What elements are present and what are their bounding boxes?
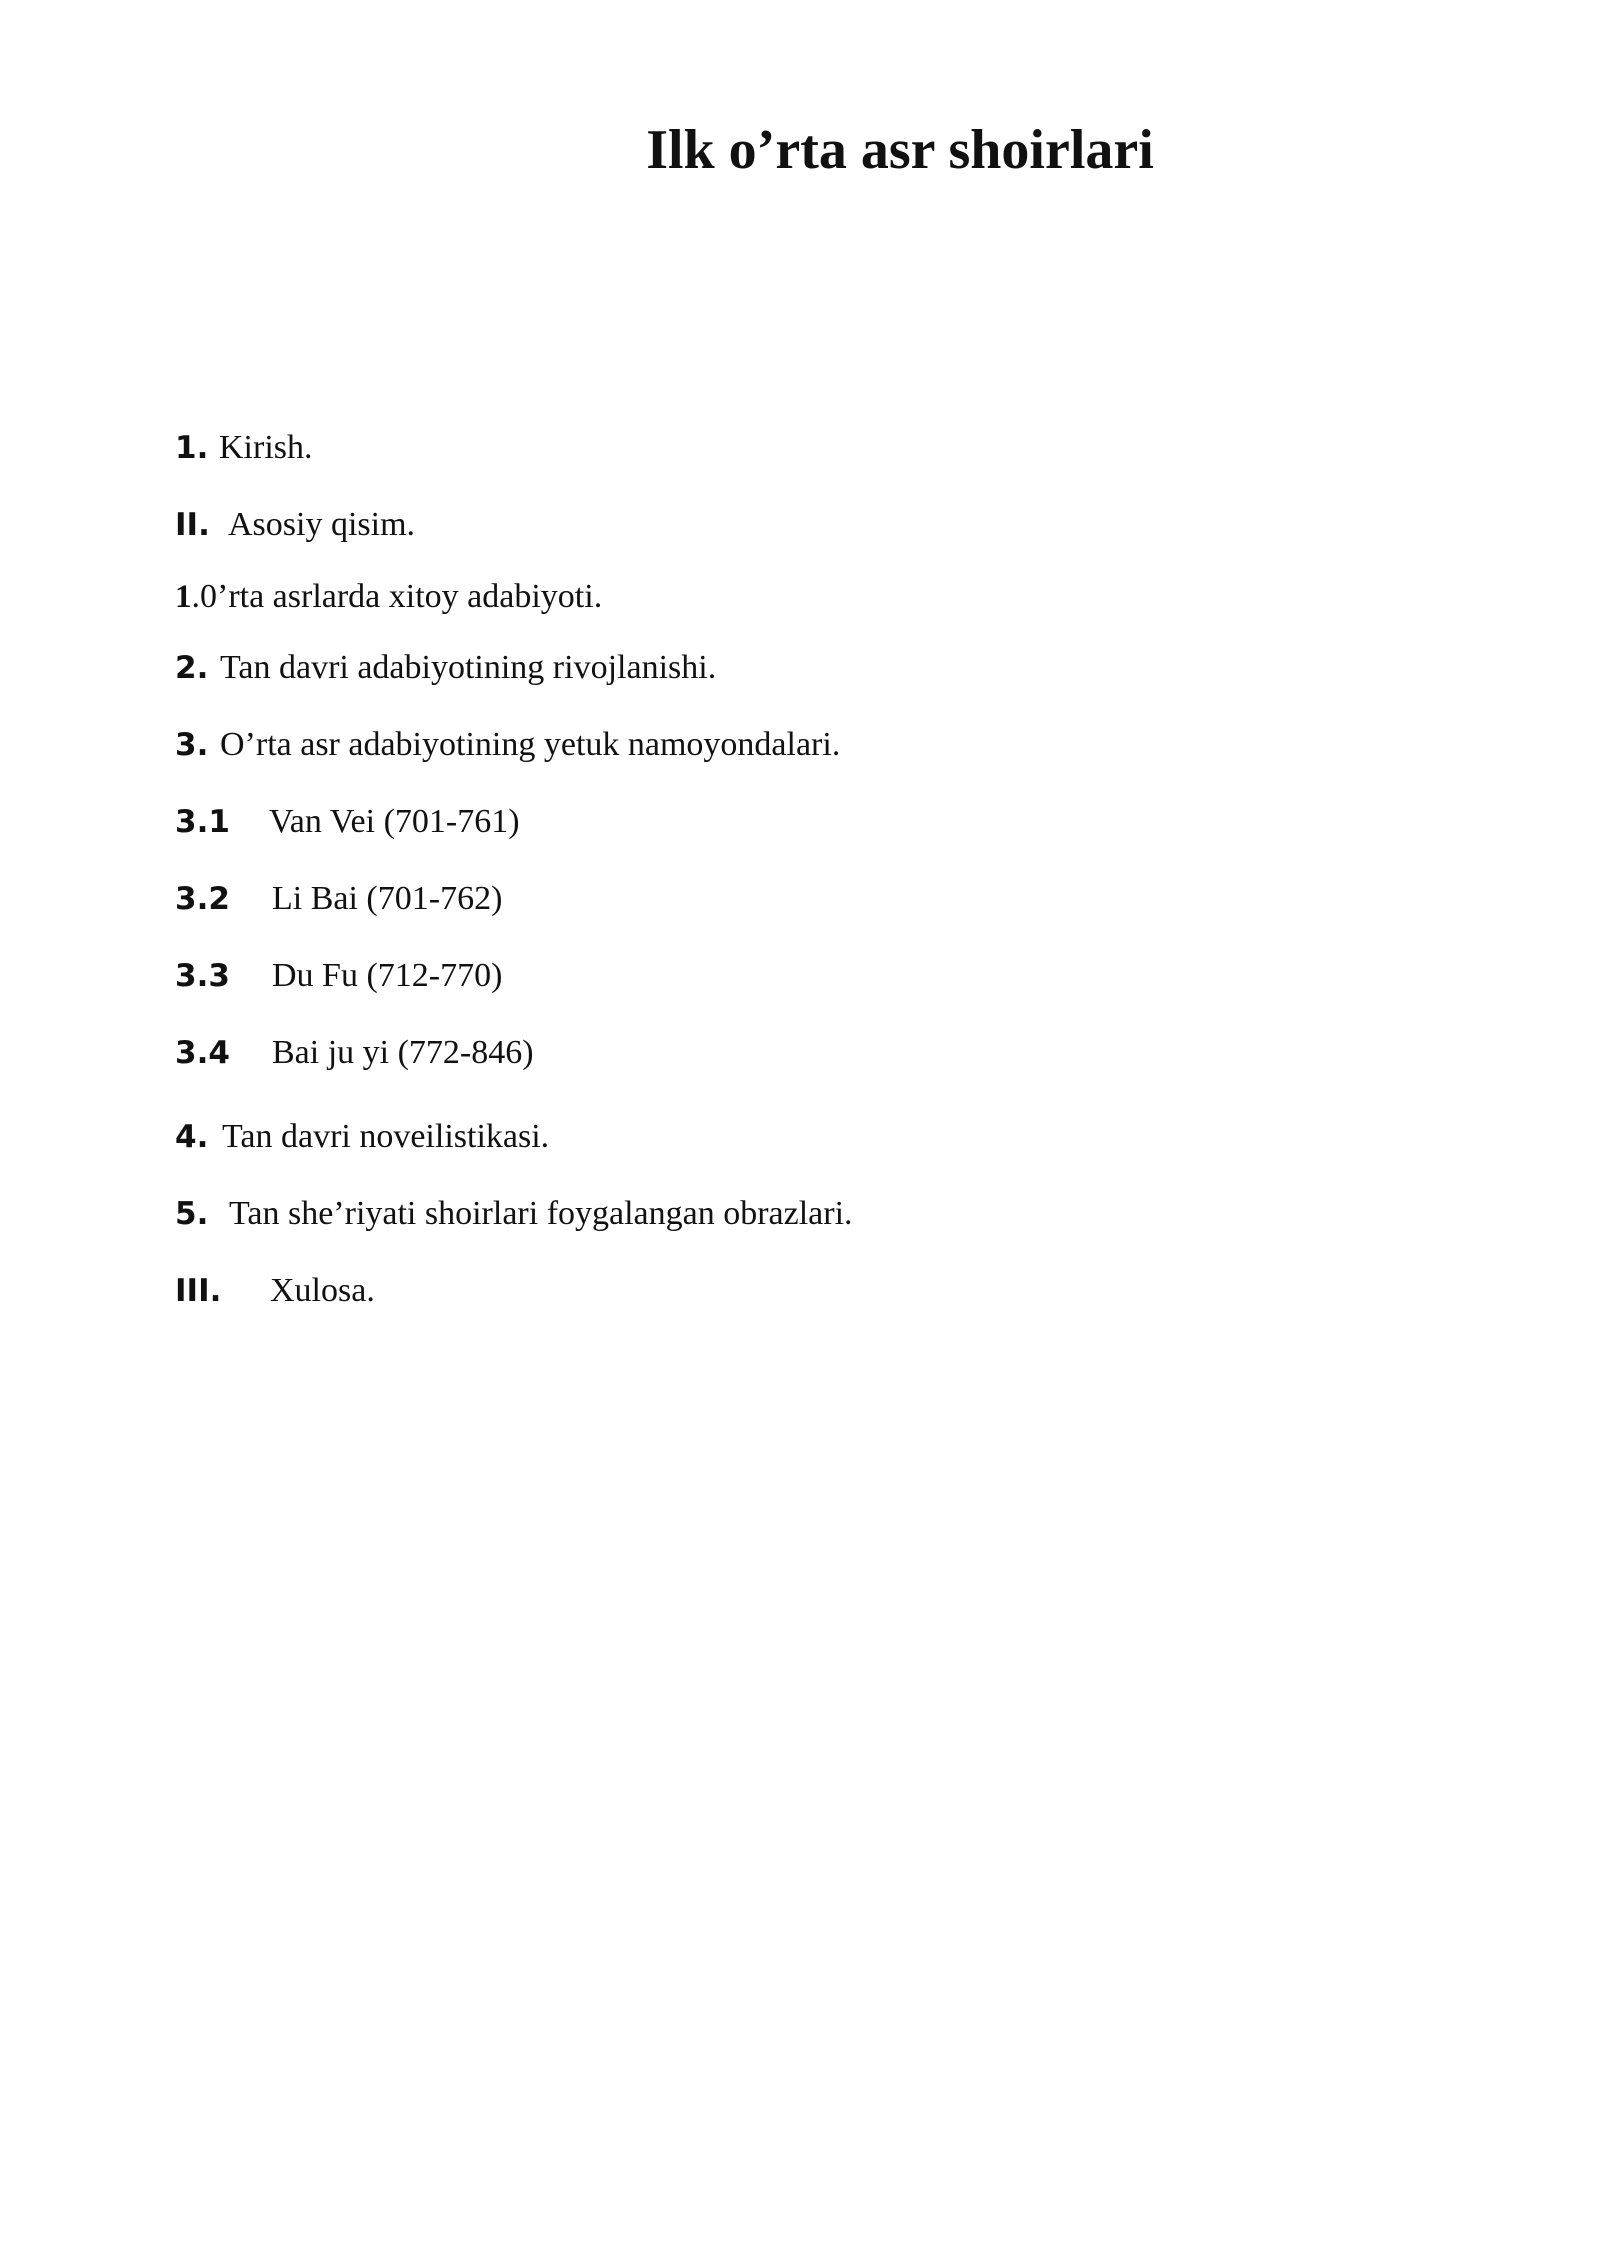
outline-item [175, 1194, 853, 1234]
outline-item-number: 3.3 [175, 958, 230, 994]
outline-item-number: 2. [175, 650, 209, 686]
outline-item-number: 5. [175, 1196, 209, 1232]
outline-item-number: 1. [175, 430, 209, 466]
document-title: Ilk o’rta asr shoirlari [646, 119, 1154, 181]
outline-item-number: II. [175, 507, 210, 543]
outline-item-text: Van Vei (701-761) [269, 803, 520, 840]
outline-item [175, 648, 716, 688]
outline-item-number: 1 [175, 579, 192, 615]
outline-item [175, 956, 502, 996]
outline-item-text: Bai ju yi (772-846) [272, 1034, 534, 1071]
outline-item [175, 428, 313, 468]
outline-item [175, 879, 502, 919]
outline-item-number: 3. [175, 727, 209, 763]
outline-item-text: O’rta asr adabiyotining yetuk namoyondalari. [220, 726, 841, 763]
outline-item-number: 3.4 [175, 1035, 230, 1071]
outline-item [175, 802, 520, 842]
outline-item-number: 4. [175, 1119, 209, 1155]
outline-item-text: Tan davri adabiyotining rivojlanishi. [220, 649, 717, 686]
outline-item-text: Asosiy qisim. [228, 506, 416, 543]
outline-item-text: Li Bai (701-762) [272, 880, 503, 917]
outline-item [175, 1117, 549, 1157]
outline-item [175, 505, 415, 545]
outline-item [175, 725, 840, 765]
outline-item-text: Xulosa. [270, 1272, 375, 1309]
outline-item [175, 1271, 375, 1311]
outline-item-text: Tan she’riyati shoirlari foygalangan obrazlari. [229, 1195, 853, 1232]
outline-item-number: 3.2 [175, 881, 230, 917]
outline-item-number: 3.1 [175, 804, 230, 840]
outline-item-text: Kirish. [219, 429, 313, 466]
outline-item [175, 577, 602, 617]
outline-item-text: Du Fu (712-770) [272, 957, 503, 994]
outline-item-text: Tan davri noveilistikasi. [222, 1118, 550, 1155]
outline-item [175, 1033, 534, 1073]
outline-item-text: .0’rta asrlarda xitoy adabiyoti. [191, 578, 603, 615]
outline-item-number: III. [175, 1273, 222, 1309]
